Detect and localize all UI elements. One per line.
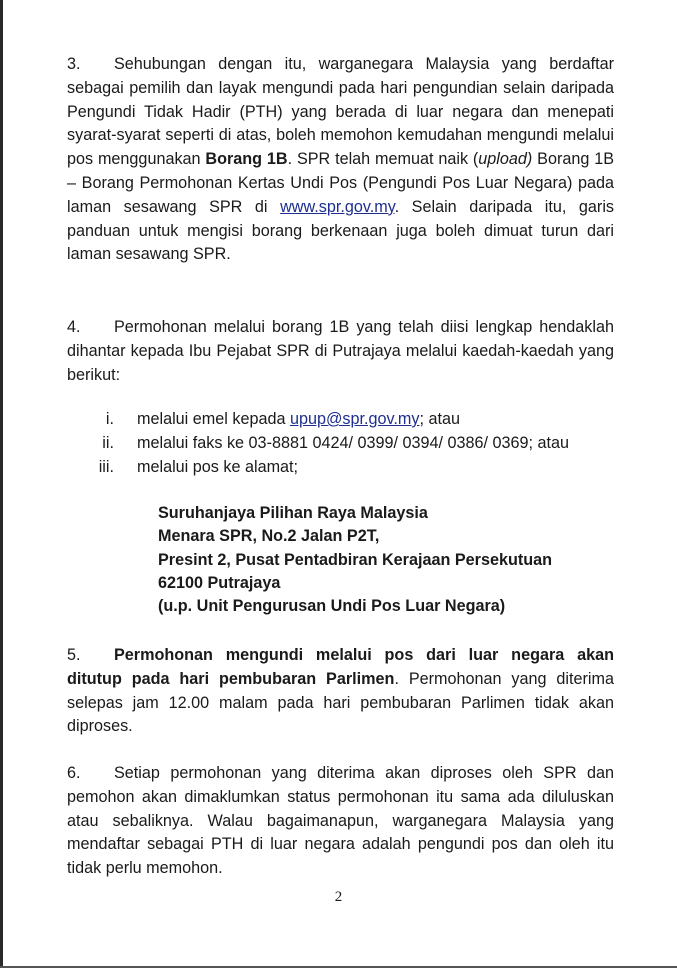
email-link[interactable]: upup@spr.gov.my — [289, 410, 420, 428]
address-block — [158, 502, 628, 618]
paragraph-4 — [67, 316, 614, 387]
list-marker: iii. — [98, 458, 114, 476]
paragraph-text: Borang 1B – Borang Permohonan Kertas Undi Pos (Pengundi Pos Luar Negara) pada laman sesawang SPR di — [67, 150, 615, 216]
paragraph-text: Setiap permohonan yang diterima akan diproses oleh SPR dan pemohon akan dimaklumkan status permohonan itu sama ada diluluskan atau sebaliknya. Walau bagaimanapun, warganegara Malaysia yang mendaftar sebagai PTH di luar negara adalah pengundi pos dan oleh itu tidak perlu memohon. — [67, 764, 614, 878]
italic-text: upload) — [478, 150, 533, 169]
list-item-text: melalui emel kepada upup@spr.gov.my; atau — [137, 410, 460, 428]
paragraph-text: Permohonan melalui borang 1B yang telah diisi lengkap hendaklah dihantar kepada Ibu Pejabat SPR di Putrajaya melalui kaedah-kaedah yang berikut: — [67, 318, 614, 384]
paragraph-3 — [67, 53, 614, 267]
paragraph-text: Sehubungan dengan itu, warganegara Malaysia yang berdaftar sebagai pemilih dan layak mengundi pada hari pengundian selain daripada Pengundi Tidak Hadir (PTH) yang berada di luar negara dan menepati syarat-syarat seperti di atas, boleh memohon kemudahan mengundi melalui pos menggunakan — [67, 55, 614, 169]
paragraph-text: . Selain daripada itu, garis panduan untuk mengisi borang berkenaan juga boleh dimuat turun dari laman sesawang SPR. — [67, 197, 615, 264]
address-line: Suruhanjaya Pilihan Raya Malaysia — [158, 504, 428, 522]
paragraph-text: . Permohonan yang diterima selepas jam 12.00 malam pada hari pembubaran Parlimen tidak akan diproses. — [67, 669, 615, 736]
paragraph-number: 6. — [67, 764, 81, 782]
method-list — [67, 407, 627, 479]
paragraph-5 — [67, 644, 614, 739]
list-item — [67, 455, 627, 479]
website-link[interactable]: www.spr.gov.my — [280, 197, 395, 216]
list-item — [67, 431, 627, 455]
address-line: Menara SPR, No.2 Jalan P2T, — [158, 527, 380, 546]
paragraph-text: . SPR telah memuat naik ( — [287, 150, 479, 169]
address-line: 62100 Putrajaya — [158, 573, 281, 592]
bold-text: Borang 1B — [205, 150, 288, 169]
paragraph-6 — [67, 762, 614, 881]
paragraph-number: 4. — [67, 318, 81, 336]
list-item-text: melalui pos ke alamat; — [137, 458, 299, 476]
list-marker: ii. — [102, 434, 114, 452]
page-number: 2 — [334, 889, 343, 905]
list-item — [67, 407, 627, 431]
scan-page-edge — [0, 0, 3, 968]
bold-text: Permohonan mengundi melalui pos dari luar negara akan ditutup pada hari pembubaran Parlimen — [67, 646, 614, 688]
paragraph-number: 5. — [67, 646, 81, 664]
paragraph-number: 3. — [67, 55, 81, 73]
list-marker: i. — [105, 410, 114, 428]
address-line: Presint 2, Pusat Pentadbiran Kerajaan Persekutuan — [158, 550, 553, 569]
list-item-text: melalui faks ke 03-8881 0424/ 0399/ 0394/ 0386/ 0369; atau — [137, 434, 569, 452]
address-line: (u.p. Unit Pengurusan Undi Pos Luar Negara) — [158, 597, 506, 616]
